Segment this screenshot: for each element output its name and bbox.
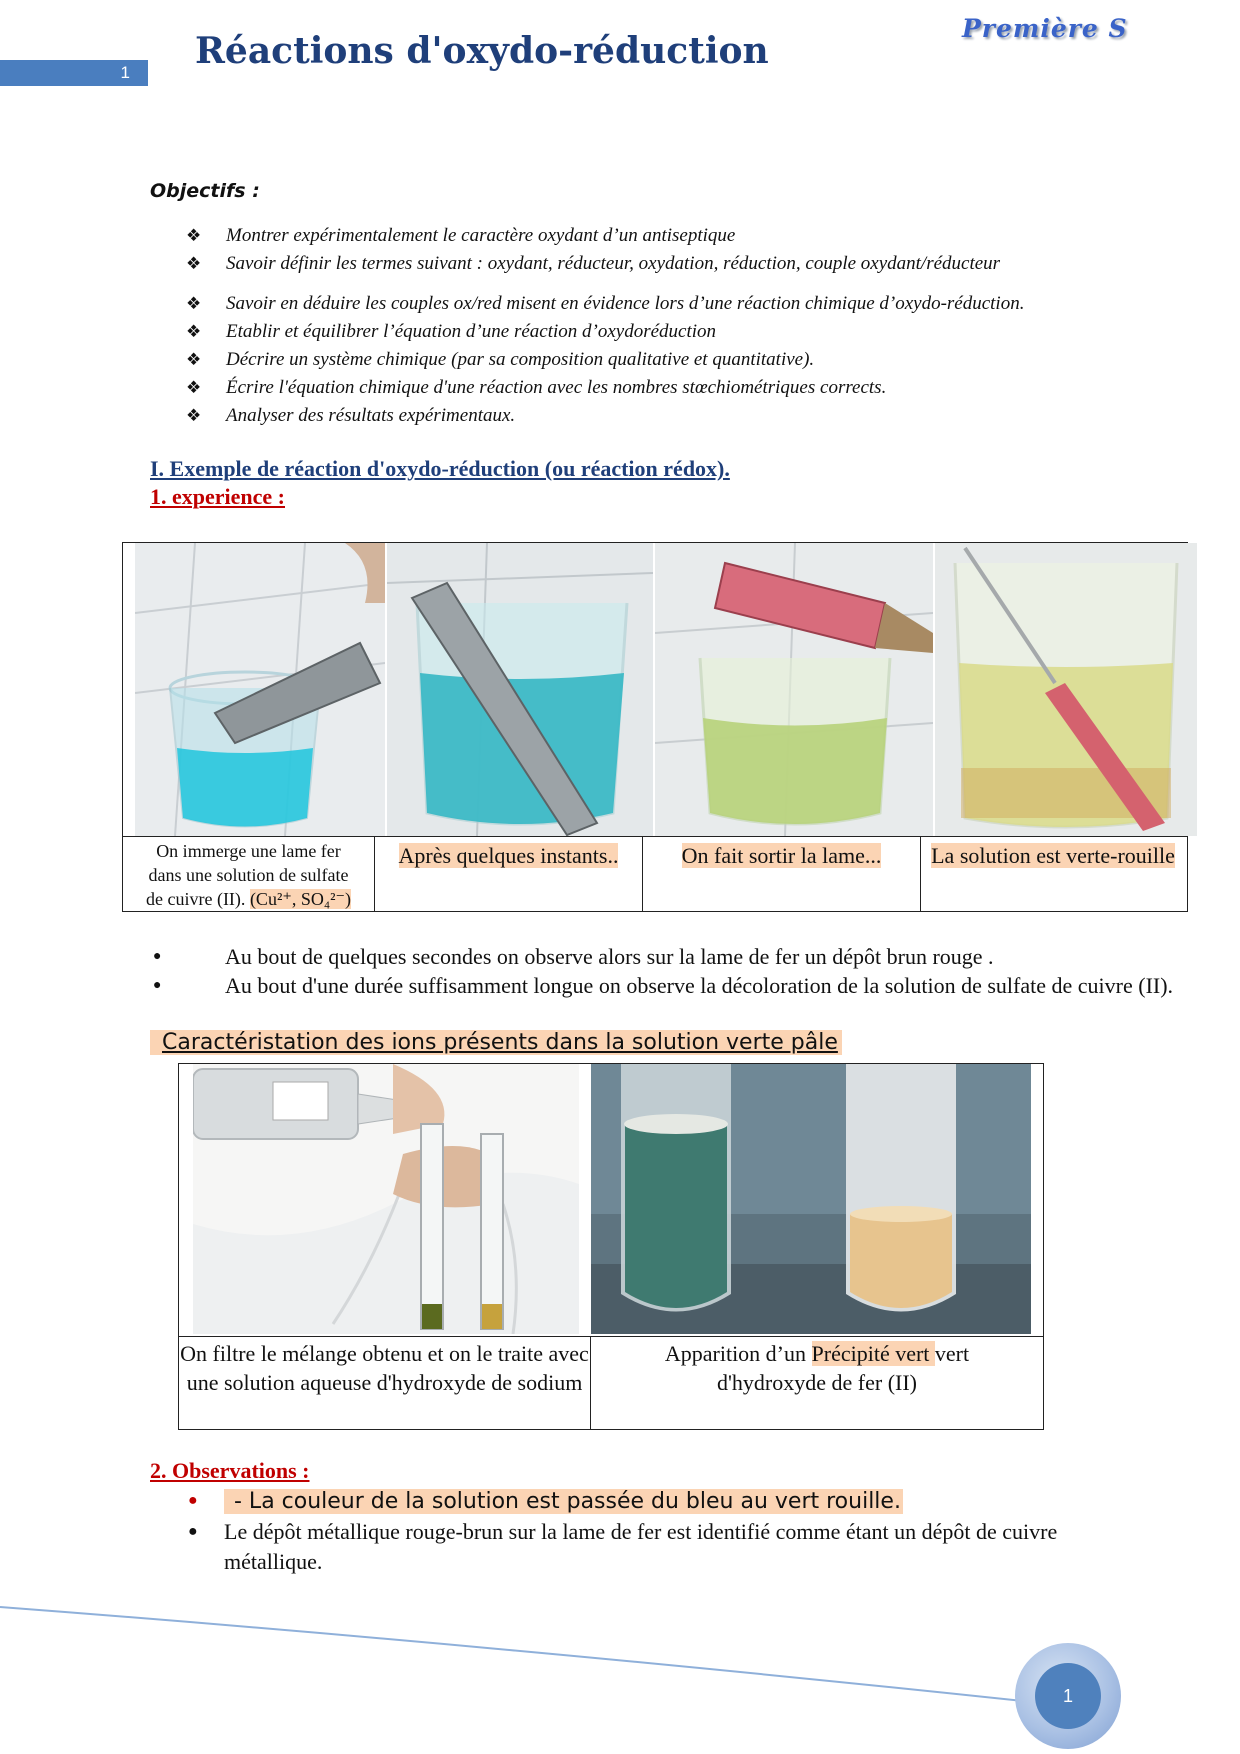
test-tubes-photo bbox=[591, 1064, 1031, 1334]
observations-list bbox=[186, 1486, 1146, 1577]
objective-item: ❖ Décrire un système chimique (par sa composition qualitative et quantitative). bbox=[186, 346, 1186, 374]
observation-bullets bbox=[135, 942, 1175, 1000]
caption-after: Après quelques instants.. bbox=[375, 837, 643, 912]
bullet-icon: ● bbox=[153, 978, 162, 993]
objective-item: ❖ Etablir et équilibrer l’équation d’une réaction d’oxydoréduction bbox=[186, 318, 1186, 346]
diamond-bullet-icon: ❖ bbox=[186, 226, 202, 245]
list-item: ● Au bout d'une durée suffisamment longue on observe la décoloration de la solution de sulfate de cuivre (II). bbox=[153, 973, 1174, 998]
page-number: 1 bbox=[1035, 1663, 1101, 1729]
section-title: I. Exemple de réaction d'oxydo-réduction (ou réaction rédox). bbox=[150, 456, 730, 481]
objective-item: ❖ Montrer expérimentalement le caractère oxydant d’un antiseptique bbox=[186, 222, 1186, 250]
beaker-blue-photo bbox=[135, 543, 385, 836]
page-number-badge bbox=[1015, 1643, 1121, 1749]
caption-precipitate: Apparition d’un Précipité vert vert d'hydroxyde de fer (II) bbox=[591, 1336, 1043, 1429]
caption-remove: On fait sortir la lame... bbox=[643, 837, 921, 912]
diamond-bullet-icon: ❖ bbox=[186, 378, 202, 397]
experiment-table bbox=[122, 542, 1188, 912]
pouring-photo bbox=[193, 1064, 579, 1334]
diamond-bullet-icon: ❖ bbox=[186, 406, 202, 425]
precipitate-highlight: Précipité vert bbox=[811, 1341, 935, 1366]
page-tab-number: 1 bbox=[120, 63, 130, 82]
list-item: ● - La couleur de la solution est passée du bleu au vert rouille. bbox=[186, 1486, 1146, 1517]
beaker-blue-lamina-photo bbox=[387, 543, 653, 836]
objectives-list bbox=[186, 222, 1186, 430]
page-title: Réactions d'oxydo-réduction bbox=[195, 30, 769, 72]
bullet-icon: ● bbox=[188, 1523, 198, 1540]
beaker-yellow-photo bbox=[935, 543, 1197, 836]
observations-heading: 2. Observations : bbox=[150, 1458, 310, 1483]
level-label: Première S bbox=[962, 14, 1128, 43]
diamond-bullet-icon: ❖ bbox=[186, 350, 202, 369]
characterization-table bbox=[178, 1063, 1044, 1430]
objective-item: ❖ Savoir en déduire les couples ox/red misent en évidence lors d’une réaction chimique d’oxydo-réduction. bbox=[186, 290, 1186, 318]
objective-item: ❖ Écrire l'équation chimique d'une réaction avec les nombres stœchiométriques corrects. bbox=[186, 374, 1186, 402]
list-item: ● Le dépôt métallique rouge-brun sur la lame de fer est identifié comme étant un dépôt de cuivre métallique. bbox=[188, 1519, 1058, 1574]
diamond-bullet-icon: ❖ bbox=[186, 254, 202, 273]
page-tab bbox=[0, 60, 148, 86]
objectives-heading: Objectifs : bbox=[150, 180, 260, 202]
experiment-captions bbox=[123, 836, 1187, 912]
bullet-icon: ● bbox=[188, 1492, 198, 1509]
objective-item: ❖ Analyser des résultats expérimentaux. bbox=[186, 402, 1186, 430]
subsection-title: 1. experience : bbox=[150, 484, 285, 509]
experiment-photos bbox=[135, 543, 1199, 836]
beaker-green-photo bbox=[655, 543, 933, 836]
caption-immersion: On immerge une lame fer dans une solution de sulfate de cuivre (II). (Cu²⁺, SO₄²⁻) bbox=[123, 837, 375, 912]
list-item: ● Au bout de quelques secondes on observe alors sur la lame de fer un dépôt brun rouge . bbox=[153, 944, 994, 969]
bullet-icon: ● bbox=[153, 949, 162, 964]
caption-filter: On filtre le mélange obtenu et on le traite avec une solution aqueuse d'hydroxyde de sodium bbox=[179, 1336, 591, 1429]
objective-item: ❖ Savoir définir les termes suivant : oxydant, réducteur, oxydation, réduction, couple oxydant/réducteur bbox=[186, 250, 1186, 278]
diamond-bullet-icon: ❖ bbox=[186, 322, 202, 341]
diamond-bullet-icon: ❖ bbox=[186, 294, 202, 313]
caption-result: La solution est verte-rouille bbox=[931, 843, 1175, 868]
characterization-title: Caractéristation des ions présents dans la solution verte pâle bbox=[150, 1030, 842, 1055]
